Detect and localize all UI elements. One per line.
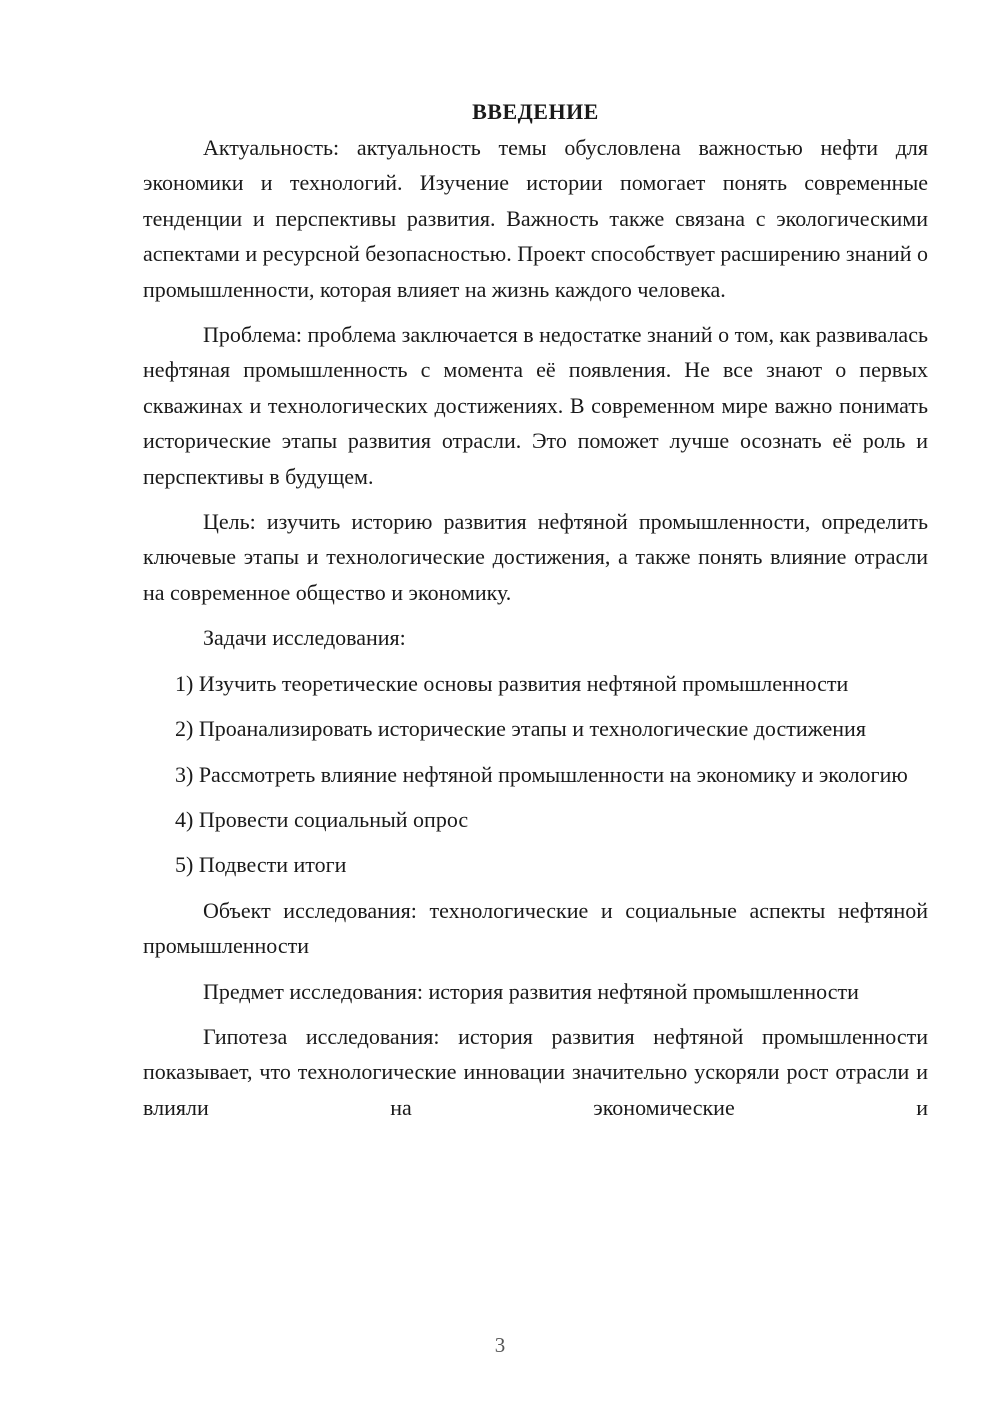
document-title: ВВЕДЕНИЕ	[472, 99, 599, 124]
paragraph-problem: Проблема: проблема заключается в недостатке знаний о том, как развивалась нефтяная промышленность с момента её появления. Не все знают о первых скважинах и технологических достижениях. В современном мире важно понимать исторические этапы развития отрасли. Это поможет лучше осознать её роль и перспективы в будущем.	[143, 322, 928, 489]
task-item-1: 1) Изучить теоретические основы развития нефтяной промышленности	[175, 670, 849, 696]
tasks-heading: Задачи исследования:	[203, 625, 406, 651]
paragraph-subject: Предмет исследования: история развития нефтяной промышленности	[203, 978, 859, 1004]
page-number: 3	[494, 1333, 506, 1357]
document-page	[143, 94, 928, 1135]
paragraph-object: Объект исследования: технологические и социальные аспекты нефтяной промышленности	[143, 897, 928, 959]
paragraph-hypothesis: Гипотеза исследования: история развития нефтяной промышленности показывает, что технологические инновации значительно ускоряли рост отрасли и влияли на экономические и	[143, 1023, 928, 1120]
task-item-3: 3) Рассмотреть влияние нефтяной промышленности на экономику и экологию	[175, 761, 908, 787]
task-item-2: 2) Проанализировать исторические этапы и технологические достижения	[175, 716, 866, 742]
paragraph-relevance: Актуальность: актуальность темы обусловлена важностью нефти для экономики и технологий. Изучение истории помогает понять современные тенденции и перспективы развития. Важность также связана с экологическими аспектами и ресурсной безопасностью. Проект способствует расширению знаний о промышленности, которая влияет на жизнь каждого человека.	[143, 135, 928, 302]
task-item-4: 4) Провести социальный опрос	[175, 806, 469, 832]
task-item-5: 5) Подвести итоги	[175, 852, 347, 878]
paragraph-goal: Цель: изучить историю развития нефтяной промышленности, определить ключевые этапы и технологические достижения, а также понять влияние отрасли на современное общество и экономику.	[143, 509, 928, 605]
